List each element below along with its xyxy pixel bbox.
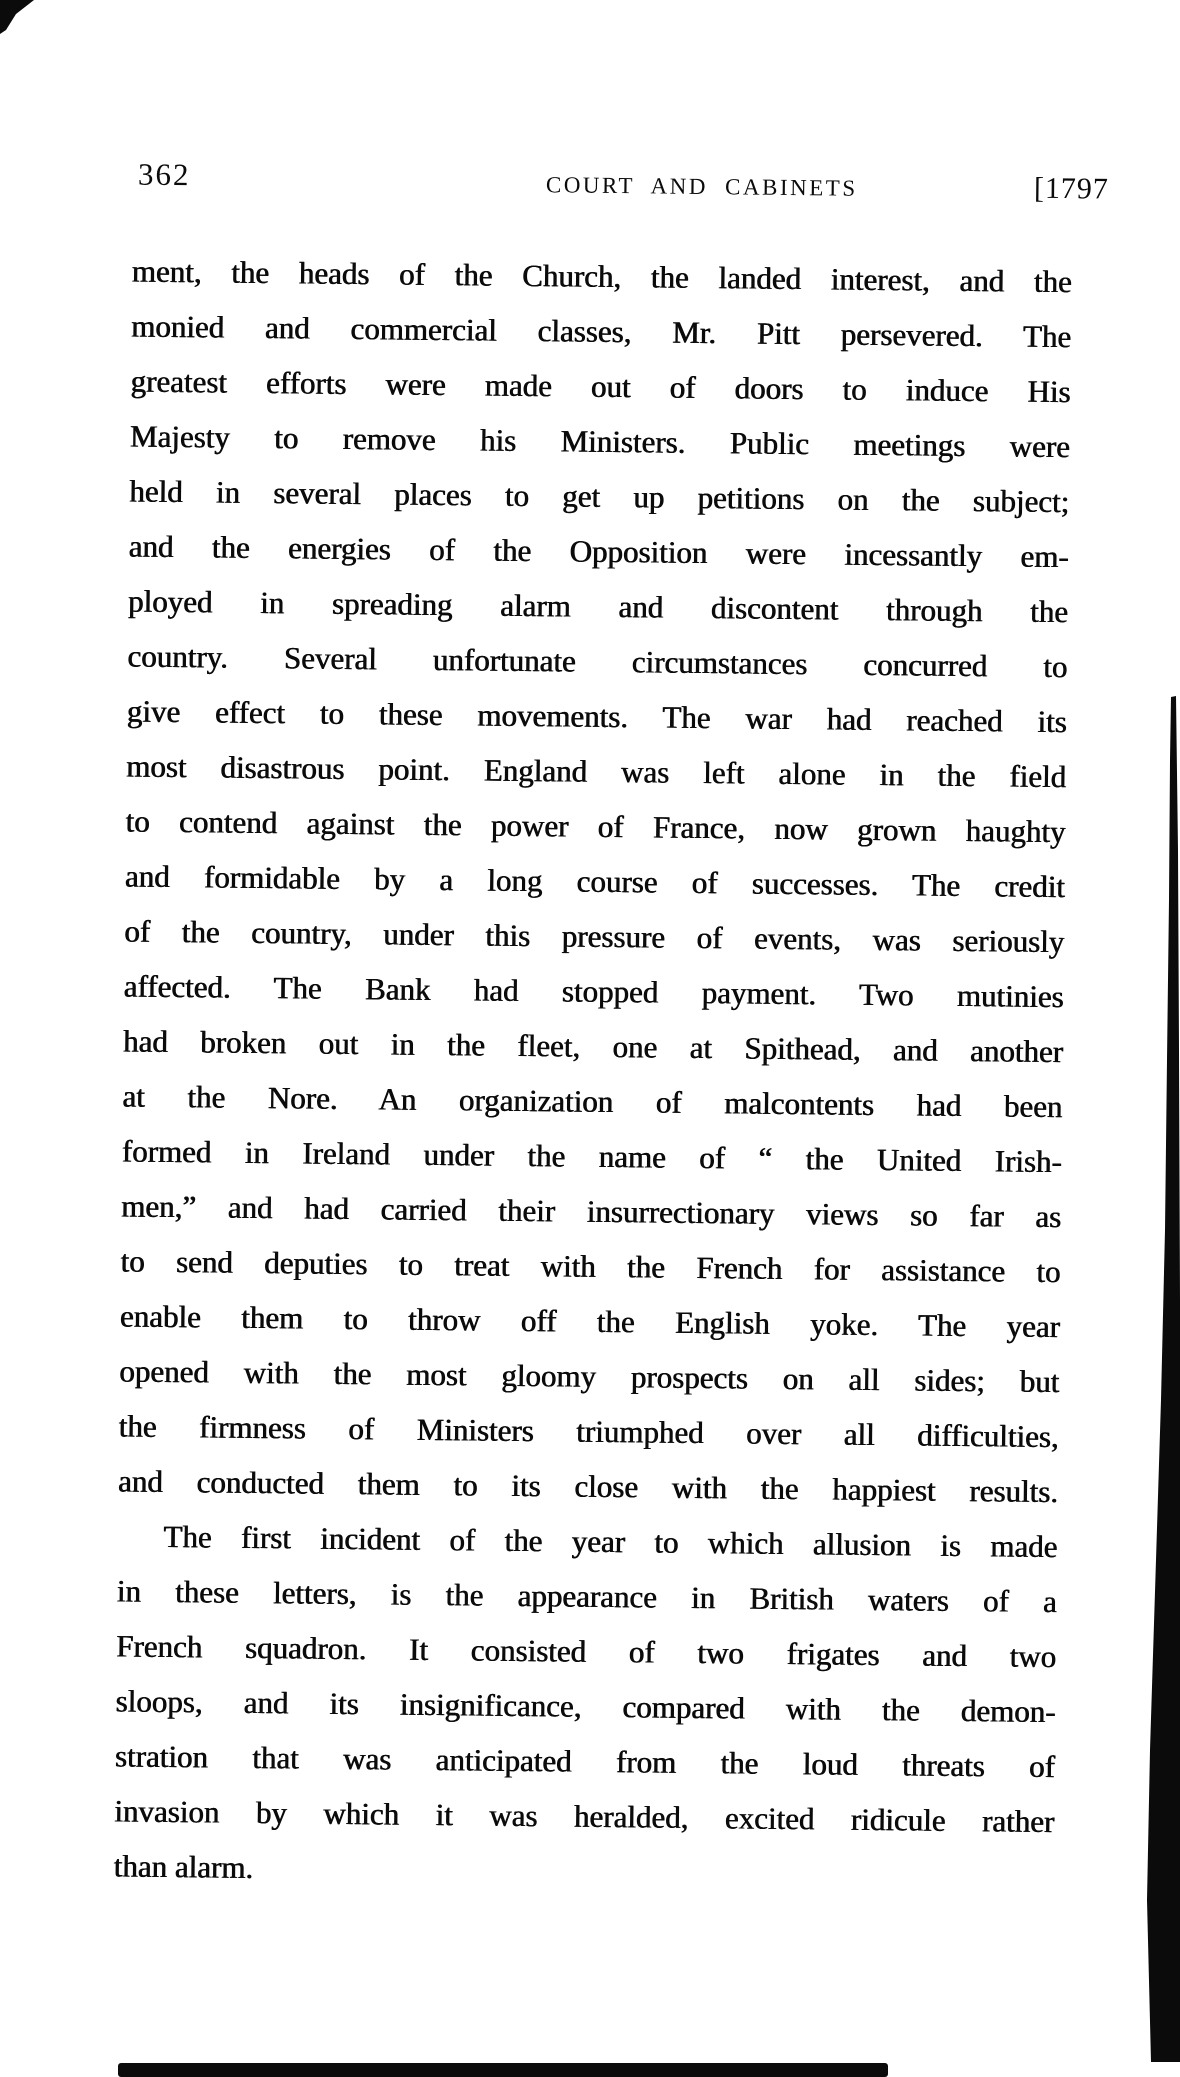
text-line: French squadron. It consisted of two frigates and two [116, 1628, 1057, 1675]
text-line: and formidable by a long course of successes. The credit [124, 858, 1066, 905]
text-line: of the country, under this pressure of events, was seriously [124, 913, 1065, 960]
text-line: enable them to throw off the English yoke. The year [119, 1298, 1061, 1345]
text-line: invasion by which it was heralded, excited ridicule rather [114, 1793, 1055, 1840]
body-text [114, 244, 1073, 1905]
running-title: COURT AND CABINETS [545, 172, 858, 201]
text-line: Majesty to remove his Ministers. Public meetings were [129, 418, 1071, 465]
text-line: most disastrous point. England was left alone in the field [126, 748, 1067, 795]
text-line: greatest efforts were made out of doors to induce His [130, 363, 1071, 410]
text-line: stration that was anticipated from the loud threats of [114, 1738, 1056, 1785]
text-line: men,” and had carried their insurrectionary views so far as [121, 1188, 1062, 1235]
text-line: country. Several unfortunate circumstances concurred to [127, 638, 1068, 685]
text-line: formed in Ireland under the name of “ the United Irish- [121, 1133, 1063, 1180]
year-marker: [1797 [1033, 171, 1110, 206]
text-line: to contend against the power of France, now grown haughty [125, 803, 1066, 850]
text-line: than alarm. [113, 1848, 254, 1885]
text-line: monied and commercial classes, Mr. Pitt persevered. The [131, 308, 1072, 355]
text-line: and the energies of the Opposition were incessantly em- [128, 528, 1069, 575]
text-line: in these letters, is the appearance in British waters of a [116, 1573, 1058, 1620]
text-line: the firmness of Ministers triumphed over all difficulties, [118, 1408, 1059, 1455]
text-line: at the Nore. An organization of malcontents had been [122, 1078, 1063, 1125]
text-line: ment, the heads of the Church, the landed interest, and the [131, 253, 1073, 300]
page-number: 362 [137, 156, 191, 193]
running-head [0, 0, 1180, 206]
text-line: held in several places to get up petitions on the subject; [129, 473, 1070, 520]
text-line: had broken out in the fleet, one at Spithead, and another [123, 1023, 1064, 1070]
text-line: and conducted them to its close with the happiest results. [118, 1463, 1059, 1510]
text-line: ployed in spreading alarm and discontent through the [127, 583, 1069, 630]
text-line: The first incident of the year to which allusion is made [163, 1518, 1058, 1565]
text-line: opened with the most gloomy prospects on all sides; but [119, 1353, 1060, 1400]
text-line: affected. The Bank had stopped payment. Two mutinies [123, 968, 1064, 1015]
text-line: sloops, and its insignificance, compared with the demon- [115, 1683, 1056, 1730]
text-line: give effect to these movements. The war had reached its [126, 693, 1068, 740]
text-line: to send deputies to treat with the French for assistance to [120, 1243, 1061, 1290]
